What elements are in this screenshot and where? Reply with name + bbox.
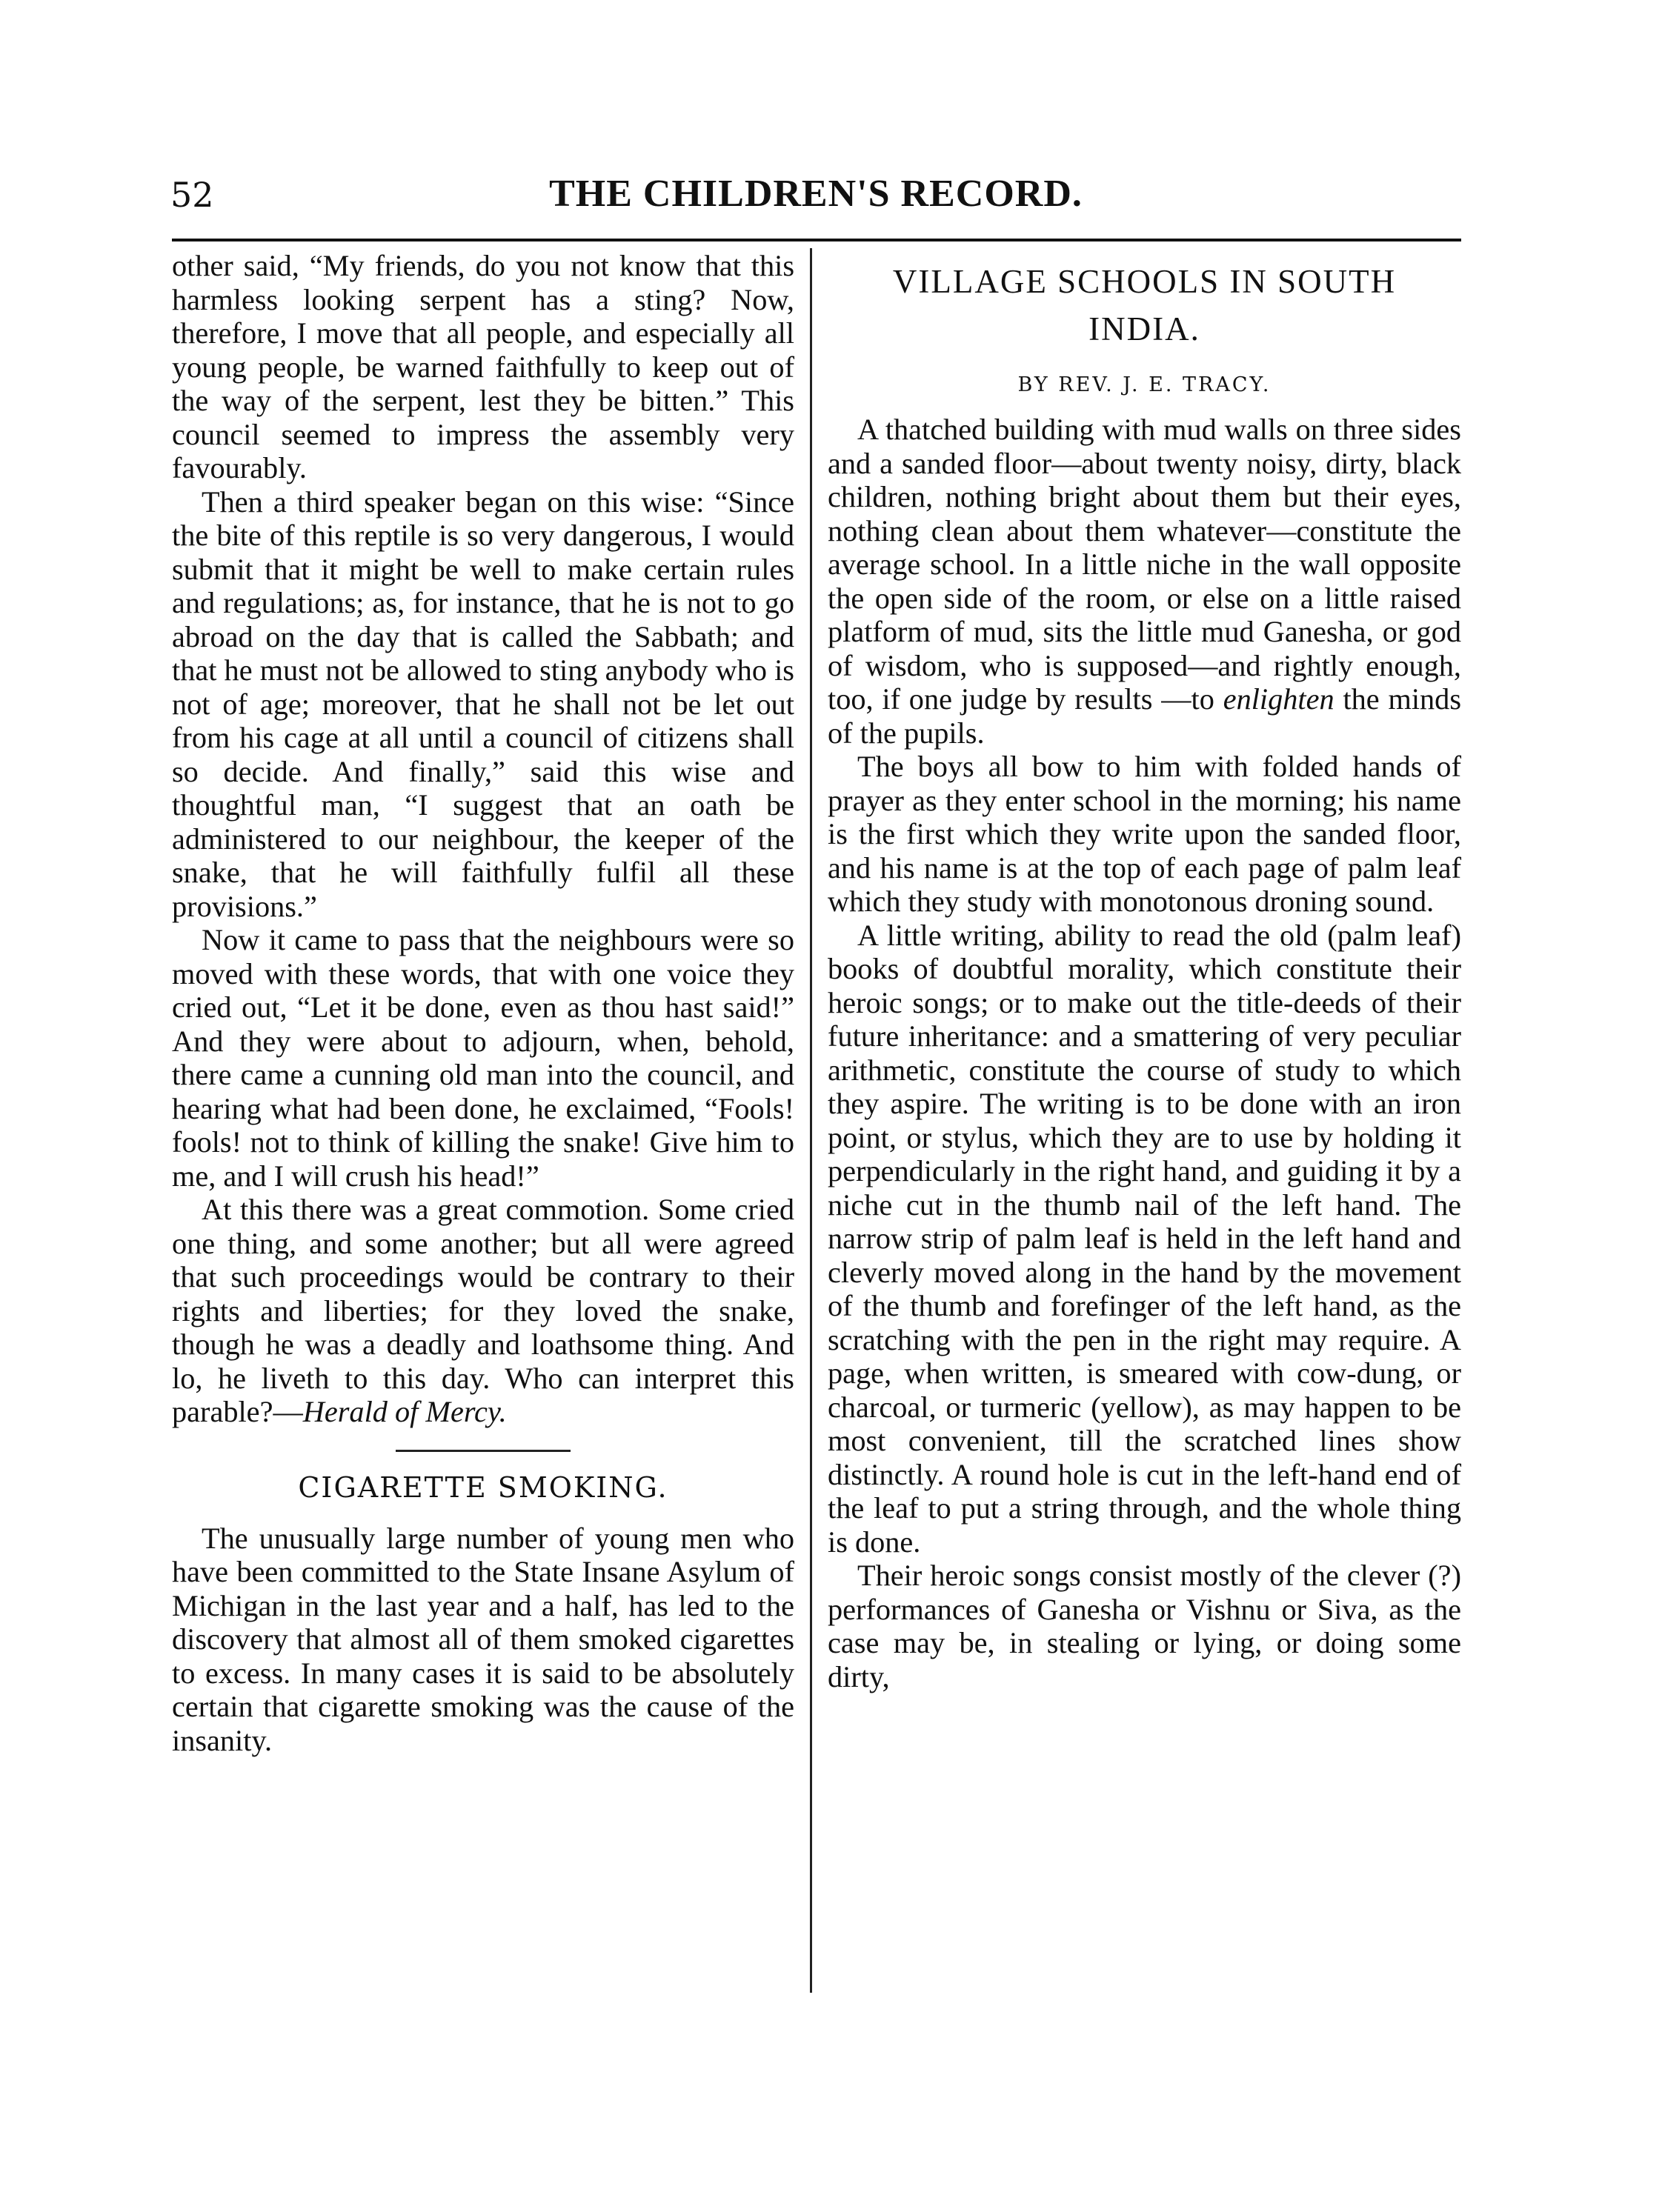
- right-paragraph-2: The boys all bow to him with folded hands of prayer as they enter school in the morning; his name is the first which they write upon the sanded floor, and his name is at the top of each page of palm leaf which they study with monotonous droning sound.: [828, 750, 1461, 918]
- left-column: [172, 249, 794, 1757]
- page-header: [170, 172, 1461, 224]
- paragraph-text: the minds of the pupils.: [828, 682, 1461, 750]
- column-divider: [810, 248, 812, 1993]
- section-divider: [396, 1450, 571, 1452]
- right-paragraph-3: A little writing, ability to read the old (palm leaf) books of doubtful morality, which constitute their heroic songs; or to make out the title-deeds of their future inheritance: and a smattering of very peculiar arithmetic, constitute the course of study to which they aspire. The writing is to be done with an iron point, or stylus, which they are to use by holding it perpendicularly in the right hand, and guiding it by a niche cut in the thumb nail of the left hand. The narrow strip of palm leaf is held in the left hand and cleverly moved along in the hand by the movement of the thumb and forefinger of the left hand, as the scratching with the pen in the right may require. A page, when written, is smeared with cow-dung, or charcoal, or turmeric (yellow), as may happen to be most convenient, till the scratched lines show distinctly. A round hole is cut in the left-hand end of the leaf to put a string through, and the whole thing is done.: [828, 918, 1461, 1559]
- running-title: THE CHILDREN'S RECORD.: [549, 173, 1083, 215]
- left-paragraph-4: [172, 1193, 794, 1429]
- paragraph-text: At this there was a great commotion. Some cried one thing, and some another; but all were agreed that such proceedings would be contrary to their rights and liberties; for they loved the snake, though he was a deadly and loathsome thing. And lo, he liveth to this day. Who can interpret this parable?—: [172, 1193, 794, 1428]
- right-paragraph-4: Their heroic songs consist mostly of the clever (?) performances of Ganesha or Vishnu or Siva, as the case may be, in stealing or lying, or doing some dirty,: [828, 1559, 1461, 1693]
- paragraph-text: A thatched building with mud walls on three sides and a sanded floor—about twenty noisy, dirty, black children, nothing bright about them but their eyes, nothing clean about them whatever—constitute the average school. In a little niche in the wall opposite the open side of the room, or else on a little raised platform of mud, sits the little mud Ganesha, or god of wisdom, who is supposed—and rightly enough, too, if one judge by results —to: [828, 413, 1461, 716]
- article-title-line-2: INDIA.: [1088, 310, 1200, 347]
- header-rule: [172, 239, 1461, 241]
- section-title: CIGARETTE SMOKING.: [298, 1470, 668, 1504]
- left-paragraph-5: The unusually large number of young men who have been committed to the State Insane Asylum of Michigan in the last year and a half, has led to the discovery that almost all of them smoked cigarettes to excess. In many cases it is said to be absolutely certain that cigarette smoking was the cause of the insanity.: [172, 1521, 794, 1757]
- emphasis: enlighten: [1223, 682, 1334, 716]
- left-paragraph-2: Then a third speaker began on this wise: “Since the bite of this reptile is so very dangerous, I would submit that it might be well to make certain rules and regulations; as, for instance, that he is not to go abroad on the day that is called the Sabbath; and that he must not be allowed to sting anybody who is not of age; moreover, that he shall not be let out from his cage at all until a council of citizens shall so decide. And finally,” said this wise and thoughtful man, “I suggest that an oath be administered to our neighbour, the keeper of the snake, that he will faithfully fulfil all these provisions.”: [172, 484, 794, 923]
- article-title: [828, 258, 1461, 353]
- right-column: [828, 249, 1461, 1693]
- page-number: 52: [170, 175, 214, 215]
- left-paragraph-1: other said, “My friends, do you not know that this harmless looking serpent has a sting? Now, therefore, I move that all people, and especially all young people, be warned faithfully to keep out of the way of the serpent, lest they be bitten.” This council seemed to impress the assembly very favourably.: [172, 249, 794, 484]
- article-title-line-1: VILLAGE SCHOOLS IN SOUTH: [892, 263, 1397, 300]
- article-byline: BY REV. J. E. TRACY.: [1017, 373, 1272, 396]
- right-paragraph-1: [828, 413, 1461, 750]
- source-citation: Herald of Mercy.: [302, 1395, 507, 1428]
- left-paragraph-3: Now it came to pass that the neighbours were so moved with these words, that with one voice they cried out, “Let it be done, even as thou hast said!” And they were about to adjourn, when, behold, there came a cunning old man into the council, and hearing what had been done, he exclaimed, “Fools! fools! not to think of killing the snake! Give him to me, and I will crush his head!”: [172, 923, 794, 1193]
